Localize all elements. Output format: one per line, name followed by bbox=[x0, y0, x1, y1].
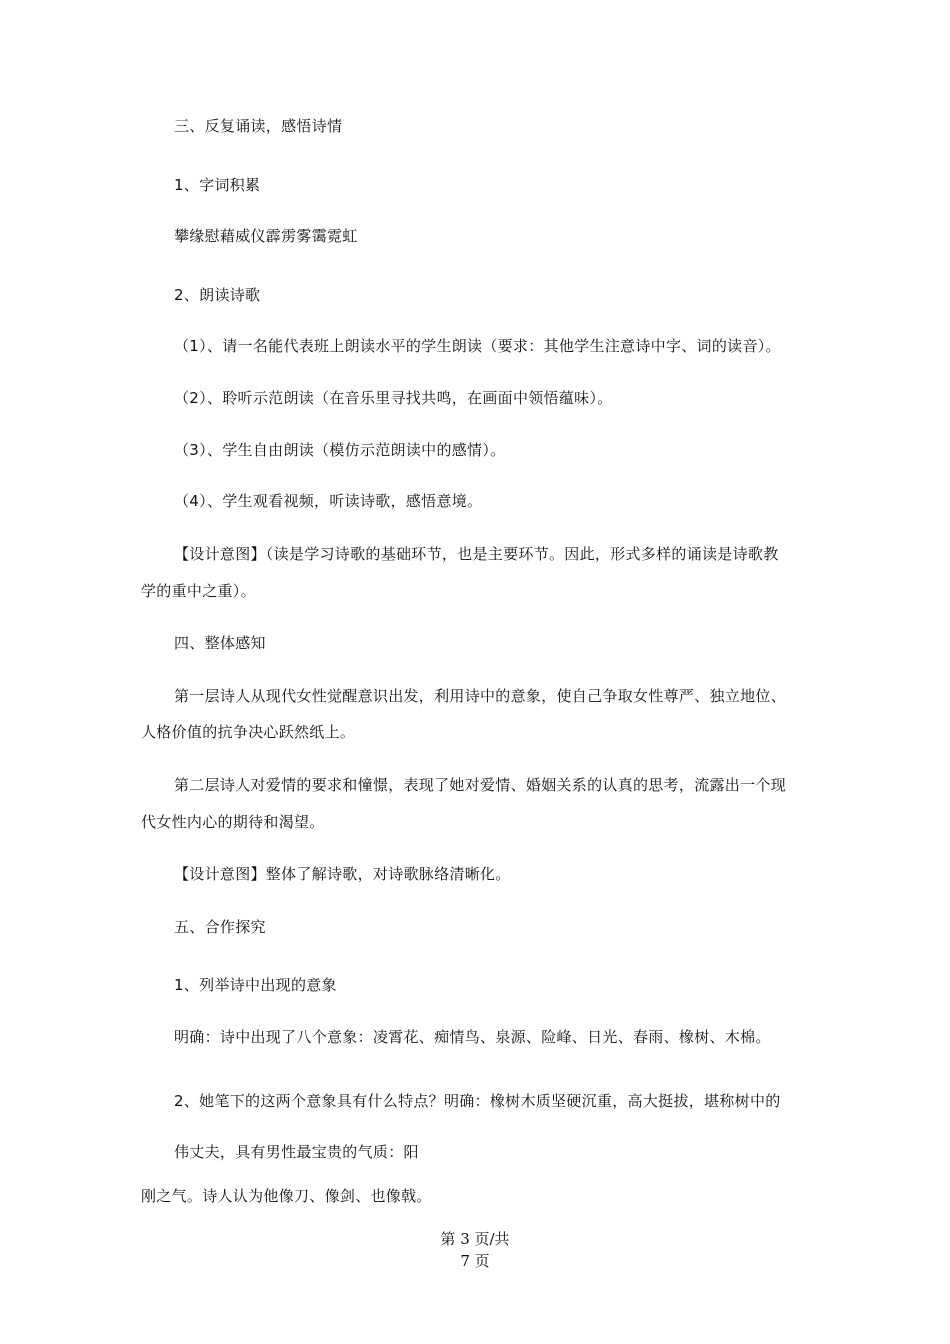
layer-2-line-1: 第二层诗人对爱情的要求和憧憬，表现了她对爱情、婚姻关系的认真的思考，流露出一个现 bbox=[174, 776, 787, 794]
design-intent-1-line-2: 学的重中之重）。 bbox=[141, 582, 256, 600]
vocabulary-words: 攀缘慰藉威仪霹雳雾霭霓虹 bbox=[174, 227, 358, 245]
page-number-line-2: 7 页 bbox=[460, 1252, 490, 1270]
heading-section-3: 三、反复诵读，感悟诗情 bbox=[174, 117, 343, 135]
design-intent-2: 【设计意图】整体了解诗歌，对诗歌脉络清晰化。 bbox=[174, 865, 511, 883]
subheading-reading: 2、朗读诗歌 bbox=[174, 286, 261, 304]
page-number-line-1: 第 3 页/共 bbox=[440, 1230, 510, 1248]
answer-1: 明确：诗中出现了八个意象：凌霄花、痴情鸟、泉源、险峰、日光、春雨、橡树、木棉。 bbox=[174, 1028, 771, 1046]
question-2-line-3: 刚之气。诗人认为他像刀、像剑、也像戟。 bbox=[141, 1187, 432, 1205]
question-2-line-1: 2、她笔下的这两个意象具有什么特点？明确：橡树木质坚硬沉重，高大挺拔，堪称树中的 bbox=[174, 1092, 781, 1110]
reading-step-3: （3）、学生自由朗读（模仿示范朗读中的感情）。 bbox=[174, 441, 506, 459]
reading-step-4: （4）、学生观看视频，听读诗歌，感悟意境。 bbox=[174, 492, 483, 510]
layer-1-line-2: 人格价值的抗争决心跃然纸上。 bbox=[141, 723, 356, 741]
reading-step-1: （1）、请一名能代表班上朗读水平的学生朗读（要求：其他学生注意诗中字、词的读音）。 bbox=[174, 337, 781, 355]
question-2-line-2: 伟丈夫，具有男性最宝贵的气质：阳 bbox=[174, 1143, 419, 1161]
layer-1-line-1: 第一层诗人从现代女性觉醒意识出发，利用诗中的意象，使自己争取女性尊严、独立地位、 bbox=[174, 687, 787, 705]
heading-section-5: 五、合作探究 bbox=[174, 918, 266, 936]
layer-2-line-2: 代女性内心的期待和渴望。 bbox=[141, 813, 325, 831]
reading-step-2: （2）、聆听示范朗读（在音乐里寻找共鸣，在画面中领悟蕴味）。 bbox=[174, 389, 613, 407]
design-intent-1-line-1: 【设计意图】（读是学习诗歌的基础环节，也是主要环节。因此，形式多样的诵读是诗歌教 bbox=[174, 545, 779, 563]
question-1: 1、列举诗中出现的意象 bbox=[174, 976, 337, 994]
subheading-vocabulary: 1、字词积累 bbox=[174, 176, 261, 194]
heading-section-4: 四、整体感知 bbox=[174, 634, 266, 652]
